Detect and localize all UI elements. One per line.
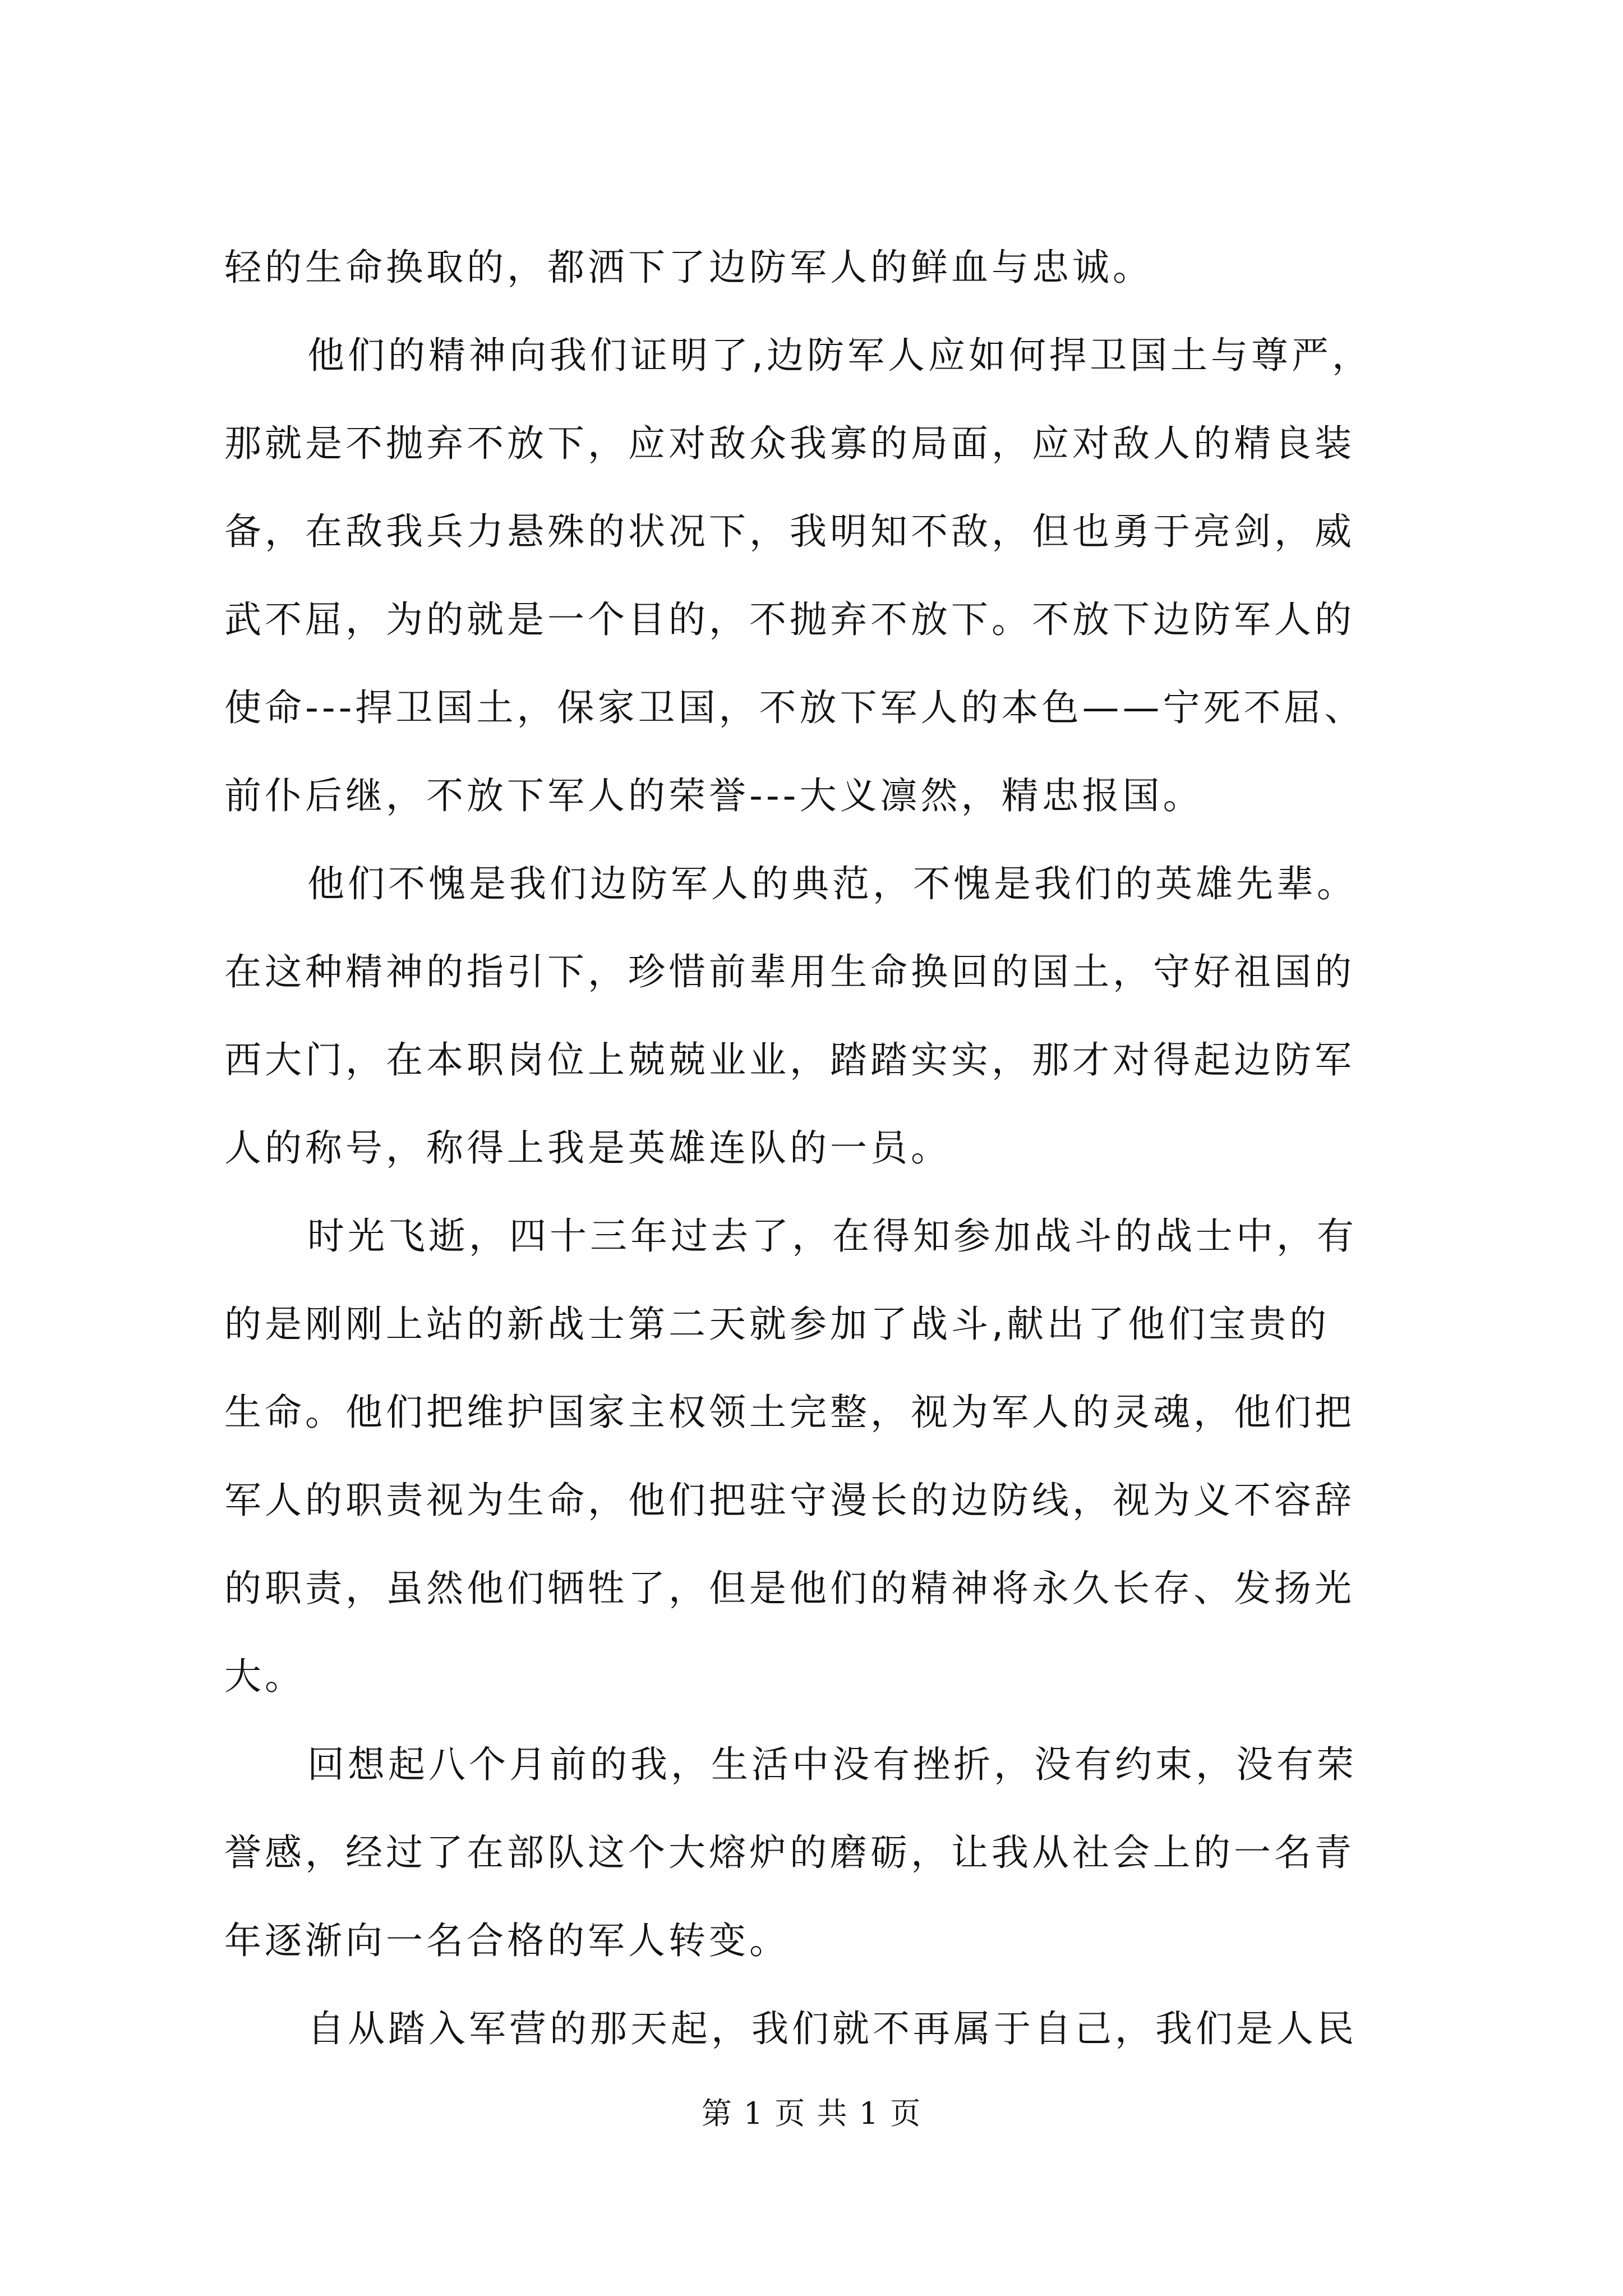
text-line: 那就是不抛弃不放下，应对敌众我寡的局面，应对敌人的精良装 bbox=[224, 422, 1355, 465]
text-line: 他们的精神向我们证明了,边防军人应如何捍卫国土与尊严， bbox=[307, 334, 1372, 377]
text-line: 军人的职责视为生命，他们把驻守漫长的边防线，视为义不容辞 bbox=[224, 1479, 1355, 1522]
text-line: 的职责，虽然他们牺牲了，但是他们的精神将永久长存、发扬光 bbox=[224, 1567, 1355, 1610]
text-line: 备，在敌我兵力悬殊的状况下，我明知不敌，但也勇于亮剑，威 bbox=[224, 510, 1355, 553]
text-line: 大。 bbox=[224, 1655, 305, 1698]
document-body bbox=[224, 223, 1436, 2073]
text-line: 人的称号，称得上我是英雄连队的一员。 bbox=[224, 1126, 951, 1170]
page-footer: 第 1 页 共 1 页 bbox=[701, 2096, 922, 2131]
text-line: 时光飞逝，四十三年过去了，在得知参加战斗的战士中，有 bbox=[307, 1214, 1357, 1258]
text-line: 西大门，在本职岗位上兢兢业业，踏踏实实，那才对得起边防军 bbox=[224, 1038, 1355, 1082]
text-line: 使命---捍卫国土，保家卫国，不放下军人的本色——宁死不屈、 bbox=[224, 686, 1365, 729]
text-line: 的是刚刚上站的新战士第二天就参加了战斗,献出了他们宝贵的 bbox=[224, 1303, 1330, 1346]
text-line: 在这种精神的指引下，珍惜前辈用生命换回的国土，守好祖国的 bbox=[224, 950, 1355, 993]
text-line: 自从踏入军营的那天起，我们就不再属于自己，我们是人民 bbox=[307, 2007, 1357, 2050]
text-line: 生命。他们把维护国家主权领土完整，视为军人的灵魂，他们把 bbox=[224, 1391, 1355, 1434]
text-line: 他们不愧是我们边防军人的典范，不愧是我们的英雄先辈。 bbox=[307, 862, 1357, 905]
text-line: 武不屈，为的就是一个目的，不抛弃不放下。不放下边防军人的 bbox=[224, 598, 1355, 641]
text-line: 年逐渐向一名合格的军人转变。 bbox=[224, 1919, 790, 1962]
text-line: 回想起八个月前的我，生活中没有挫折，没有约束，没有荣 bbox=[307, 1743, 1357, 1786]
text-line: 誉感，经过了在部队这个大熔炉的磨砺，让我从社会上的一名青 bbox=[224, 1831, 1355, 1874]
text-line: 前仆后继，不放下军人的荣誉---大义凛然，精忠报国。 bbox=[224, 774, 1204, 817]
text-line: 轻的生命换取的，都洒下了边防军人的鲜血与忠诚。 bbox=[224, 246, 1153, 289]
